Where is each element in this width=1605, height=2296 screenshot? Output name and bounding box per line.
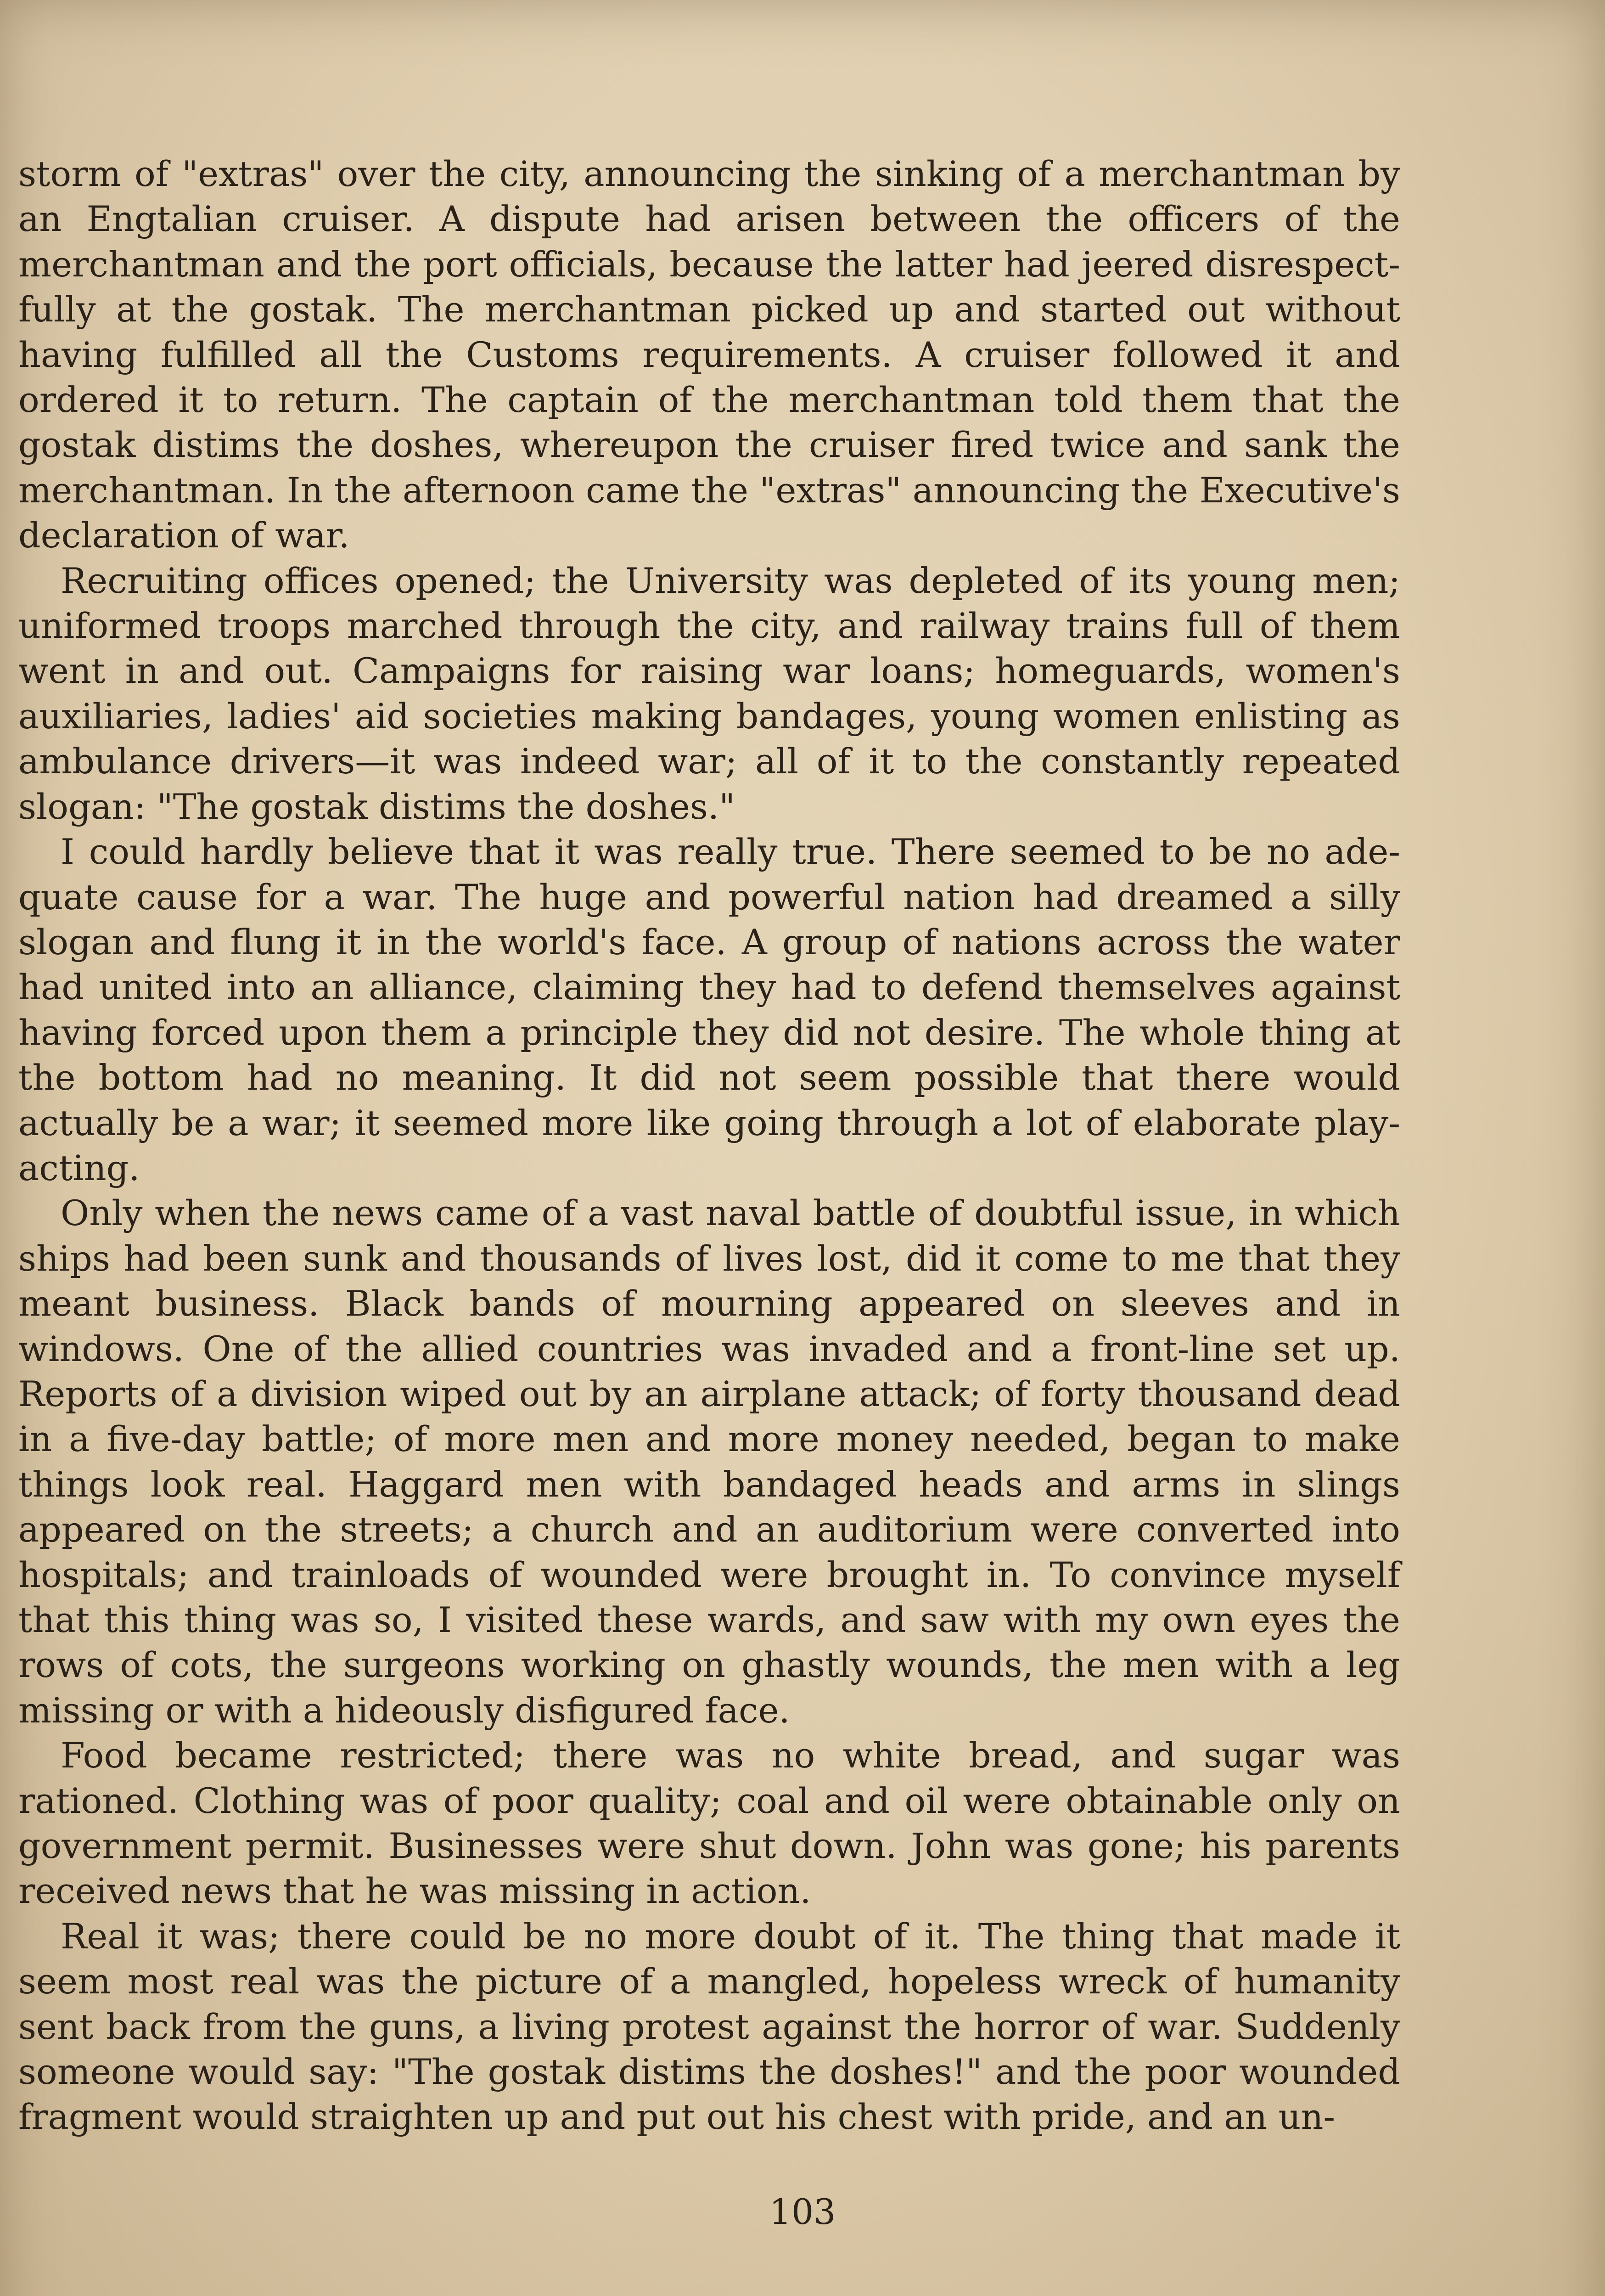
paragraph-3: I could hardly believe that it was really true. There seemed to be no adequate cause for a war. The huge and powerful nation had dreamed a silly slogan and flung it in the world's face. A group of nations across the water had united into an alliance, claiming they had to defend themselves against having forced upon them a principle they did not desire. The whole thing at the bottom had no meaning. It did not seem possible that there would actually be a war; it seemed more like going through a lot of elaborate playacting.: [18, 831, 1400, 1188]
paragraph-6: Real it was; there could be no more doubt of it. The thing that made it seem most real was the picture of a mangled, hopeless wreck of humanity sent back from the guns, a living protest against the horror of war. Suddenly someone would say: "The gostak distims the doshes!" and the poor wounded fragment would straighten up and put out his chest with pride, and an un-: [18, 1915, 1400, 2138]
paragraph-5: Food became restricted; there was no white bread, and sugar was rationed. Clothing was of poor quality; coal and oil were obtainable only on government permit. Businesses were shut down. John was gone; his parents received news that he was missing in action.: [18, 1735, 1400, 1912]
page-number: 103: [769, 2191, 836, 2232]
paragraph-4: Only when the news came of a vast naval battle of doubtful issue, in which ships had been sunk and thousands of lives lost, did it come to me that they meant business. Black bands of mourning appeared on sleeves and in windows. One of the allied countries was invaded and a front-line set up. Reports of a division wiped out by an airplane attack; of forty thousand dead in a five-day battle; of more men and more money needed, began to make things look real. Haggard men with bandaged heads and arms in slings appeared on the streets; a church and an auditorium were converted into hospitals; and trainloads of wounded were brought in. To convince myself that this thing was so, I visited these wards, and saw with my own eyes the rows of cots, the surgeons working on ghastly wounds, the men with a leg missing or with a hideously disfigured face.: [18, 1193, 1400, 1731]
paragraph-1: storm of "extras" over the city, announcing the sinking of a merchantman by an Engtalian cruiser. A dispute had arisen between the officers of the merchantman and the port officials, because the latter had jeered disrespectfully at the gostak. The merchantman picked up and started out without having fulfilled all the Customs requirements. A cruiser followed it and ordered it to return. The captain of the merchantman told them that the gostak distims the doshes, whereupon the cruiser fired twice and sank the merchantman. In the afternoon came the "extras" announcing the Executive's declaration of war.: [18, 153, 1400, 556]
paragraph-2: Recruiting offices opened; the University was depleted of its young men; uniformed troops marched through the city, and railway trains full of them went in and out. Campaigns for raising war loans; homeguards, women's auxiliaries, ladies' aid societies making bandages, young women enlisting as ambulance drivers—it was indeed war; all of it to the constantly repeated slogan: "The gostak distims the doshes.": [18, 560, 1400, 827]
body-text: [18, 152, 1400, 2140]
